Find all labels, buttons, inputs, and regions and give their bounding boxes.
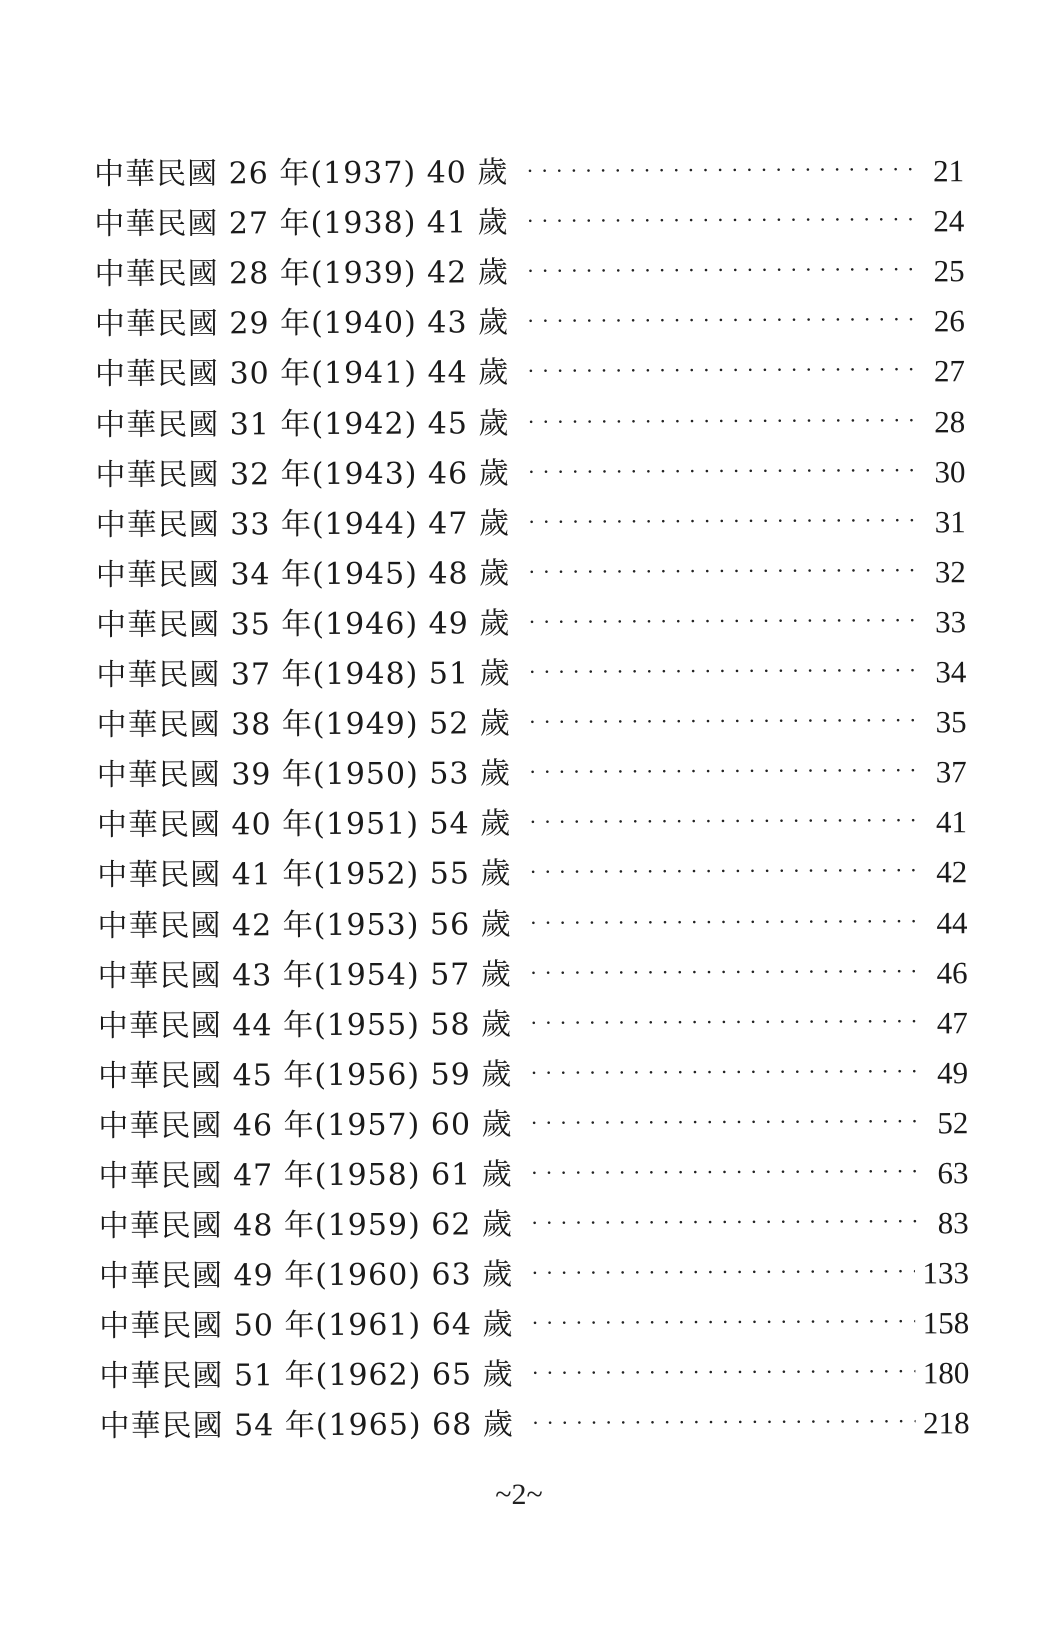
toc-entry[interactable] xyxy=(96,540,966,594)
toc-entry[interactable] xyxy=(95,390,965,444)
toc-entry-page: 37 xyxy=(935,754,967,790)
dot-leader xyxy=(531,1306,914,1344)
toc-entry[interactable] xyxy=(94,239,964,293)
toc-entry-page: 41 xyxy=(935,804,968,840)
dot-leader xyxy=(529,855,925,893)
toc-entry-title: 中華民國 34 年(1945) 48 歲 xyxy=(95,556,511,593)
toc-entry-title: 中華民國 41 年(1952) 55 歲 xyxy=(97,856,512,894)
dot-leader xyxy=(530,955,926,993)
toc-entry[interactable] xyxy=(97,941,967,995)
toc-entry-title: 中華民國 30 年(1941) 44 歲 xyxy=(94,355,510,393)
toc-entry[interactable] xyxy=(99,1241,969,1295)
toc-entry-page: 52 xyxy=(937,1105,969,1141)
toc-entry-page: 44 xyxy=(936,904,968,940)
toc-entry-title: 中華民國 35 年(1946) 49 歲 xyxy=(96,606,511,643)
toc-entry-title: 中華民國 27 年(1938) 41 歲 xyxy=(94,205,509,243)
toc-entry-title: 中華民國 46 年(1957) 60 歲 xyxy=(98,1107,513,1144)
dot-leader xyxy=(531,1256,914,1294)
toc-entry[interactable] xyxy=(98,1141,968,1195)
dot-leader xyxy=(527,204,923,242)
toc-entry-page: 28 xyxy=(934,403,966,439)
toc-entry-page: 133 xyxy=(922,1255,970,1291)
toc-entry-page: 32 xyxy=(934,554,966,590)
toc-entry-title: 中華民國 38 年(1949) 52 歲 xyxy=(96,706,511,744)
toc-entry[interactable] xyxy=(99,1291,969,1345)
toc-entry-title: 中華民國 33 年(1944) 47 歲 xyxy=(95,505,510,543)
toc-entry-title: 中華民國 50 年(1961) 64 歲 xyxy=(99,1307,514,1345)
toc-entry-page: 83 xyxy=(937,1205,969,1241)
toc-entry-page: 27 xyxy=(933,353,966,389)
toc-entry-page: 46 xyxy=(936,954,968,990)
toc-entry[interactable] xyxy=(99,1392,969,1446)
toc-entry-page: 47 xyxy=(936,1004,968,1041)
dot-leader xyxy=(528,504,924,542)
toc-entry-title: 中華民國 42 年(1953) 56 歲 xyxy=(97,906,512,944)
toc-entry-page: 33 xyxy=(935,604,967,640)
toc-entry-page: 158 xyxy=(922,1305,970,1341)
toc-entry-page: 26 xyxy=(933,303,965,339)
dot-leader xyxy=(527,304,923,342)
toc-entry-page: 34 xyxy=(935,654,967,690)
toc-entry-page: 218 xyxy=(923,1405,970,1441)
toc-entry[interactable] xyxy=(96,590,966,644)
dot-leader xyxy=(532,1356,915,1394)
toc-entry-title: 中華民國 48 年(1959) 62 歲 xyxy=(98,1207,514,1245)
toc-entry-page: 42 xyxy=(936,854,968,890)
toc-entry[interactable] xyxy=(96,690,966,744)
toc-entry-page: 25 xyxy=(933,253,965,289)
dot-leader xyxy=(530,1005,926,1043)
toc-entry-title: 中華民國 32 年(1943) 46 歲 xyxy=(95,455,510,493)
dot-leader xyxy=(528,554,924,592)
dot-leader xyxy=(528,454,924,492)
toc-entry[interactable] xyxy=(99,1341,969,1395)
toc-entry[interactable] xyxy=(94,139,964,193)
toc-entry[interactable] xyxy=(94,189,964,243)
dot-leader xyxy=(531,1155,927,1193)
dot-leader xyxy=(531,1205,927,1243)
toc-entry-title: 中華民國 37 年(1948) 51 歲 xyxy=(96,656,511,694)
toc-entry-title: 中華民國 26 年(1937) 40 歲 xyxy=(94,155,509,193)
toc-entry[interactable] xyxy=(95,289,965,343)
toc-entry[interactable] xyxy=(98,991,968,1045)
toc-entry-page: 30 xyxy=(934,453,966,489)
dot-leader xyxy=(529,805,925,843)
toc-entry-page: 49 xyxy=(936,1054,969,1091)
toc-entry-title: 中華民國 54 年(1965) 68 歲 xyxy=(99,1407,514,1445)
toc-entry[interactable] xyxy=(97,740,967,794)
toc-entry[interactable] xyxy=(95,340,965,394)
dot-leader xyxy=(530,1105,926,1143)
toc-entry-title: 中華民國 43 年(1954) 57 歲 xyxy=(97,956,512,994)
dot-leader xyxy=(528,654,924,692)
toc-entry-page: 35 xyxy=(935,704,967,740)
page-number-footer: ~2~ xyxy=(495,1478,543,1511)
toc-entry-page: 24 xyxy=(933,203,965,239)
toc-entry-title: 中華民國 31 年(1942) 45 歲 xyxy=(95,405,510,443)
table-of-contents xyxy=(94,139,970,1445)
toc-entry-title: 中華民國 49 年(1960) 63 歲 xyxy=(98,1257,514,1295)
toc-entry-title: 中華民國 44 年(1955) 58 歲 xyxy=(97,1006,513,1044)
dot-leader xyxy=(529,755,925,793)
toc-entry[interactable] xyxy=(96,640,966,694)
dot-leader xyxy=(527,404,923,442)
toc-entry[interactable] xyxy=(97,841,967,895)
toc-entry-title: 中華民國 51 年(1962) 65 歲 xyxy=(99,1357,514,1395)
toc-entry-page: 21 xyxy=(933,153,965,189)
toc-entry-title: 中華民國 45 年(1956) 59 歲 xyxy=(97,1056,513,1094)
dot-leader xyxy=(527,254,923,292)
toc-entry-title: 中華民國 28 年(1939) 42 歲 xyxy=(94,255,509,293)
dot-leader xyxy=(530,905,926,943)
toc-entry-title: 中華民國 29 年(1940) 43 歲 xyxy=(94,305,510,343)
toc-entry[interactable] xyxy=(97,891,967,945)
dot-leader xyxy=(530,1055,926,1093)
dot-leader xyxy=(529,705,925,743)
toc-entry-page: 180 xyxy=(922,1355,970,1391)
toc-entry[interactable] xyxy=(97,790,967,844)
toc-entry-title: 中華民國 39 年(1950) 53 歲 xyxy=(96,756,512,794)
toc-entry-title: 中華民國 40 年(1951) 54 歲 xyxy=(96,806,512,844)
dot-leader xyxy=(526,153,922,191)
toc-entry[interactable] xyxy=(98,1091,968,1145)
dot-leader xyxy=(532,1406,915,1444)
toc-entry-page: 31 xyxy=(934,503,966,540)
toc-entry-title: 中華民國 47 年(1958) 61 歲 xyxy=(98,1157,513,1194)
dot-leader xyxy=(528,604,924,642)
toc-entry[interactable] xyxy=(96,490,966,544)
toc-entry[interactable] xyxy=(95,440,965,494)
toc-entry-page: 63 xyxy=(937,1155,969,1191)
dot-leader xyxy=(527,354,923,392)
toc-entry[interactable] xyxy=(98,1041,968,1095)
toc-entry[interactable] xyxy=(99,1191,969,1245)
